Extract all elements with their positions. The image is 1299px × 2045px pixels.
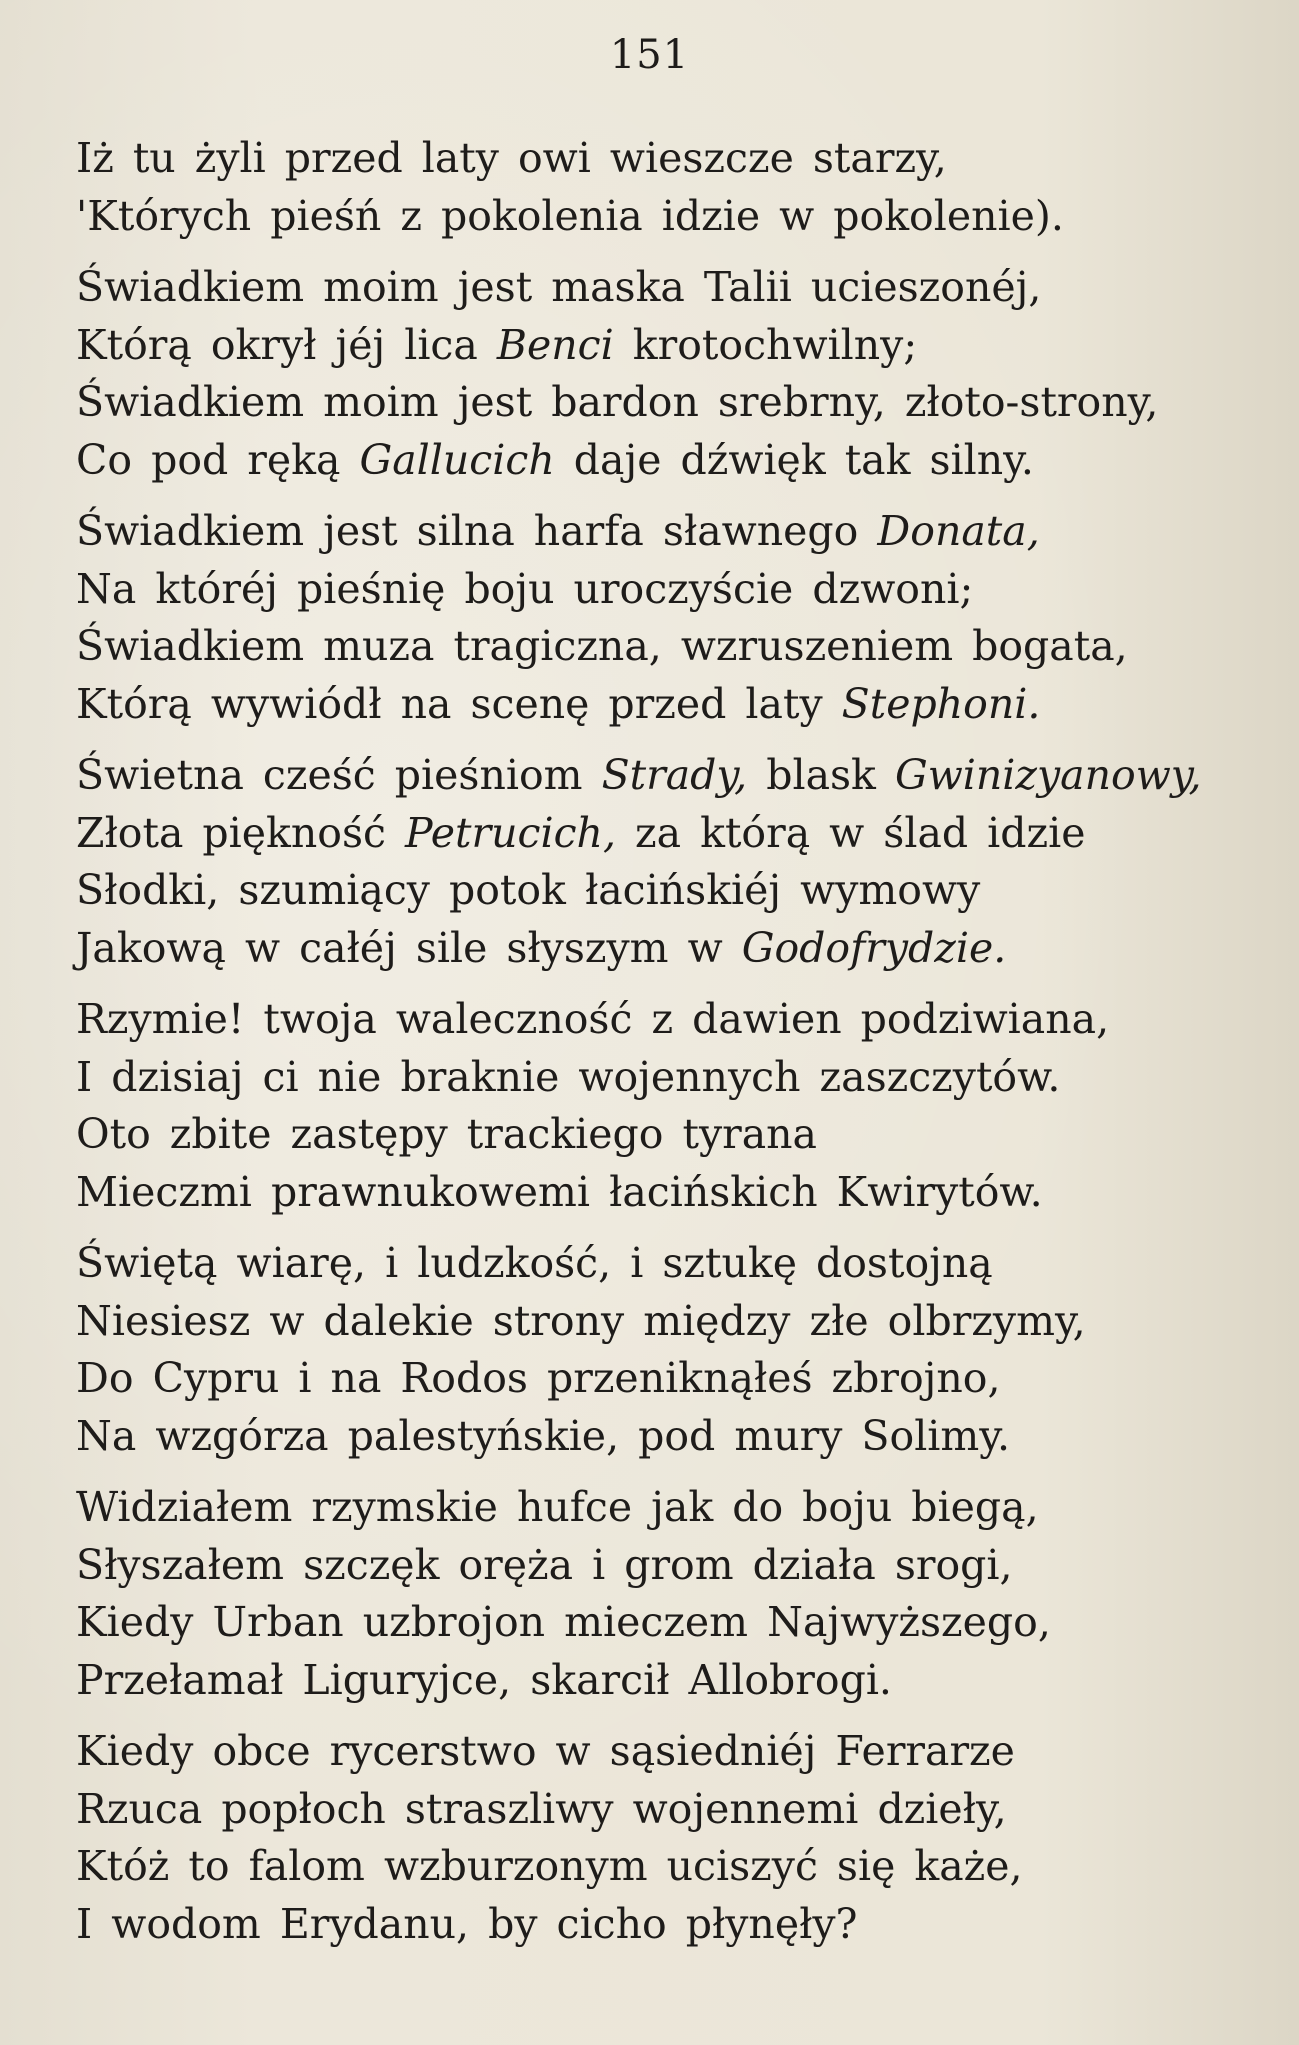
poem-line <box>76 1350 1256 1408</box>
poem-line <box>76 1781 1256 1839</box>
line-text: Co pod ręką <box>76 435 360 484</box>
poem-line <box>76 1838 1256 1896</box>
line-text: Świadkiem jest silna harfa sławnego <box>76 507 878 555</box>
line-text: Mieczmi prawnukowemi łacińskich Kwirytów. <box>76 1167 1043 1216</box>
line-text: Któż to falom wzburzonym uciszyć się każe, <box>76 1842 1023 1890</box>
stanza <box>76 1479 1256 1709</box>
line-text: Oto zbite zastępy trackiego tyrana <box>76 1110 817 1158</box>
poem-line <box>76 1408 1256 1466</box>
line-text: Rzuca popłoch straszliwy wojennemi dzieły, <box>76 1784 1007 1833</box>
poem-line <box>76 1896 1256 1954</box>
italic-name: Benci <box>496 320 614 369</box>
poem-line <box>76 1537 1256 1595</box>
poem-line <box>76 1164 1256 1222</box>
italic-name: Donata, <box>877 507 1040 555</box>
poem-line <box>76 561 1256 619</box>
line-text: Niesiesz w dalekie strony między złe olbrzymy, <box>76 1296 1086 1345</box>
line-text: Słodki, szumiący potok łacińskiéj wymowy <box>76 866 981 914</box>
line-text: Na któréj pieśnię boju uroczyście dzwoni; <box>76 564 974 613</box>
poem-line <box>76 317 1256 375</box>
stanza <box>76 991 1256 1221</box>
italic-name: Gwinizyanowy, <box>894 751 1202 799</box>
line-text: I wodom Erydanu, by cicho płynęły? <box>76 1899 858 1948</box>
line-text: Którą wywiódł na scenę przed laty <box>76 679 842 728</box>
poem-line <box>76 676 1256 734</box>
stanza <box>76 1235 1256 1465</box>
poem-line <box>76 1594 1256 1652</box>
italic-name: Gallucich <box>359 435 555 484</box>
poem-line <box>76 503 1256 561</box>
poem-line <box>76 618 1256 676</box>
poem-line <box>76 1049 1256 1107</box>
line-text: krotochwilny; <box>613 320 918 369</box>
line-text: Świadkiem muza tragiczna, wzruszeniem bogata, <box>76 622 1128 670</box>
stanza <box>76 503 1256 733</box>
line-text: za którą w ślad idzie <box>615 808 1086 857</box>
stanza <box>76 259 1256 489</box>
line-text: Rzymie! twoja waleczność z dawien podziwiana, <box>76 995 1110 1043</box>
line-text: Świetna cześć pieśniom <box>76 751 602 799</box>
line-text: Świadkiem moim jest bardon srebrny, złoto-strony, <box>76 378 1159 426</box>
poem-line <box>76 1652 1256 1710</box>
stanza <box>76 747 1256 977</box>
line-text: Świadkiem moim jest maska Talii ucieszonéj, <box>76 263 1042 311</box>
line-text: Do Cypru i na Rodos przeniknąłeś zbrojno, <box>76 1354 1001 1402</box>
italic-name: Petrucich, <box>405 808 616 857</box>
italic-name: Stephoni. <box>841 679 1041 728</box>
poem-line <box>76 130 1256 188</box>
poem-line <box>76 1106 1256 1164</box>
poem-line <box>76 862 1256 920</box>
poem-line <box>76 1723 1256 1781</box>
line-text: Złota piękność <box>76 808 406 857</box>
poem-line <box>76 920 1256 978</box>
line-text: Słyszałem szczęk oręża i grom działa srogi, <box>76 1540 1013 1589</box>
poem-line <box>76 188 1256 246</box>
stanza <box>76 1723 1256 1953</box>
line-text: 'Których pieśń z pokolenia idzie w pokolenie). <box>76 191 1064 240</box>
line-text: Iż tu żyli przed laty owi wieszcze starzy, <box>76 134 947 182</box>
poem-line <box>76 1235 1256 1293</box>
poem-line <box>76 805 1256 863</box>
line-text: Kiedy Urban uzbrojon mieczem Najwyższego, <box>76 1598 1051 1646</box>
poem-line <box>76 432 1256 490</box>
line-text: daje dźwięk tak silny. <box>554 435 1034 484</box>
page-number: 151 <box>609 32 690 78</box>
poem-line <box>76 1479 1256 1537</box>
line-text: Widziałem rzymskie hufce jak do boju biegą, <box>76 1483 1039 1531</box>
poem-line <box>76 991 1256 1049</box>
line-text: I dzisiaj ci nie braknie wojennych zaszczytów. <box>76 1052 1061 1101</box>
italic-name: Strady, <box>601 751 748 799</box>
poem-body <box>76 130 1256 1967</box>
poem-line <box>76 374 1256 432</box>
poem-line <box>76 259 1256 317</box>
stanza <box>76 130 1256 245</box>
line-text: blask <box>747 751 895 799</box>
line-text: Świętą wiarę, i ludzkość, i sztukę dostojną <box>76 1239 993 1287</box>
line-text: Kiedy obce rycerstwo w sąsiedniéj Ferrarze <box>76 1727 1015 1775</box>
poem-line <box>76 747 1256 805</box>
line-text: Którą okrył jéj lica <box>76 320 497 369</box>
line-text: Jakową w całéj sile słyszym w <box>76 923 742 972</box>
line-text: Przełamał Liguryjce, skarcił Allobrogi. <box>76 1655 892 1704</box>
line-text: Na wzgórza palestyńskie, pod mury Solimy. <box>76 1411 1011 1460</box>
italic-name: Godofrydzie. <box>741 923 1007 972</box>
poem-line <box>76 1293 1256 1351</box>
